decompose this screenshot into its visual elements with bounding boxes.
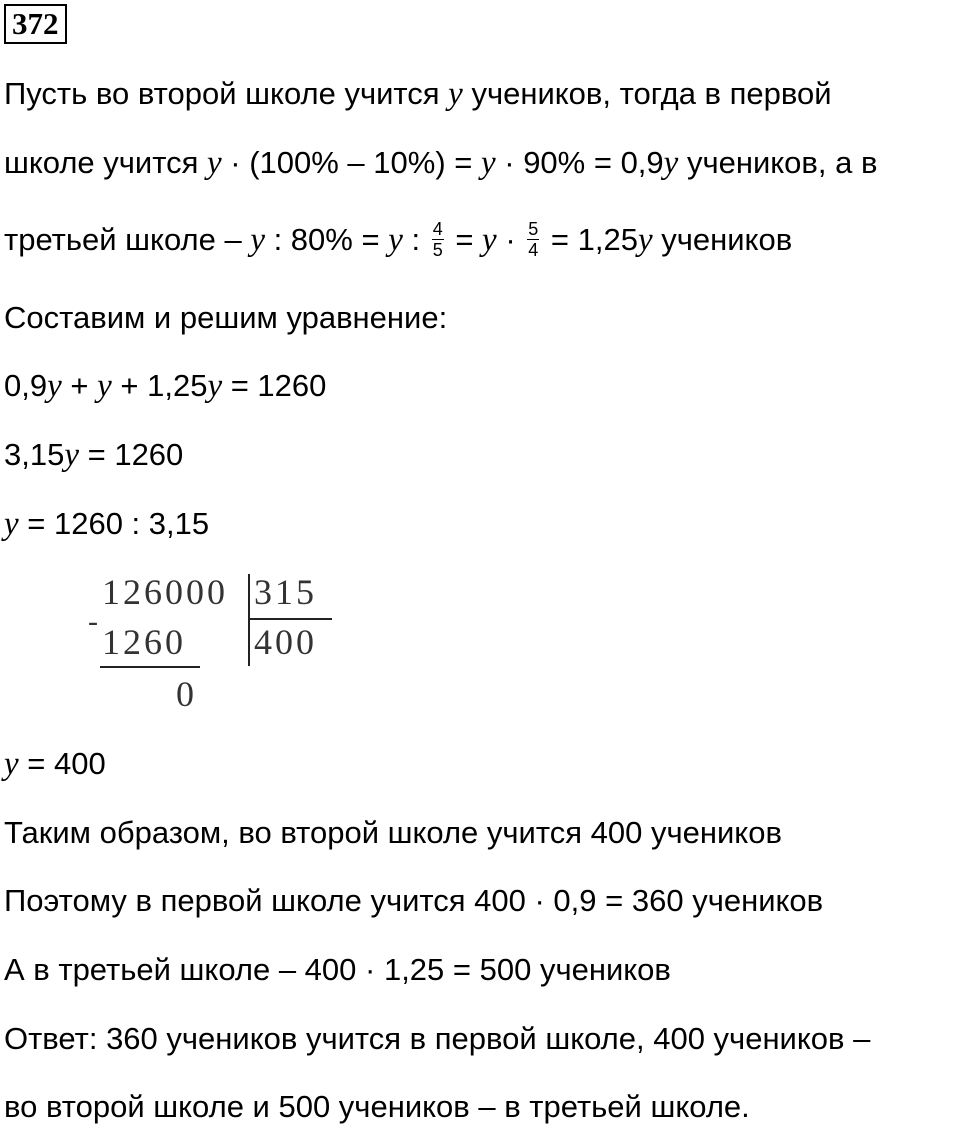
text: = — [446, 222, 483, 257]
quotient: 400 — [254, 622, 317, 662]
variable-y: y — [482, 222, 497, 258]
result-line-4: А в третьей школе – 400 · 1,25 = 500 учеников — [4, 952, 671, 987]
variable-y: y — [4, 506, 19, 542]
variable-y: y — [250, 222, 265, 258]
result-line-1 — [4, 744, 106, 784]
problem-number: 372 — [4, 4, 67, 44]
text: Пусть во второй школе учится — [4, 76, 449, 111]
text: = 1260 — [222, 368, 327, 403]
text: : 80% = — [264, 222, 389, 257]
text: · 90% = 0,9 — [495, 145, 664, 180]
variable-y: y — [207, 145, 222, 181]
text: · (100% – 10%) = — [221, 145, 481, 180]
division-vertical-line — [248, 574, 250, 666]
text: : — [402, 222, 429, 257]
variable-y: y — [64, 437, 79, 473]
variable-y: y — [448, 76, 463, 112]
variable-y: y — [97, 368, 112, 404]
equation-line-3 — [4, 504, 209, 544]
text: школе учится — [4, 145, 207, 180]
division-divisor-line — [248, 618, 332, 620]
text: = 400 — [18, 746, 106, 781]
text: + — [61, 368, 98, 403]
intro-line-2 — [4, 143, 877, 183]
fraction-numerator: 4 — [432, 219, 443, 240]
answer-line-2: во второй школе и 500 учеников – в третьей школе. — [4, 1089, 750, 1124]
equation-line-1 — [4, 366, 326, 406]
variable-y: y — [663, 145, 679, 181]
dividend: 126000 — [102, 572, 228, 612]
intro-line-1 — [4, 74, 832, 114]
text: = 1260 : 3,15 — [18, 506, 210, 541]
division-subtraction-line — [100, 666, 200, 668]
fraction-5-4 — [527, 219, 539, 260]
text: 3,15 — [4, 437, 65, 472]
minus-sign: - — [88, 605, 101, 638]
text: + 1,25 — [111, 368, 208, 403]
variable-y: y — [207, 368, 223, 404]
result-line-2: Таким образом, во второй школе учится 400 учеников — [4, 815, 782, 850]
text: третьей школе – — [4, 222, 251, 257]
answer-line-1: Ответ: 360 учеников учится в первой школе, 400 учеников – — [4, 1021, 871, 1056]
text: учеников — [652, 222, 793, 257]
text: = 1260 — [79, 437, 184, 472]
variable-y: y — [480, 145, 496, 181]
text: учеников, тогда в первой — [462, 76, 832, 111]
fraction-denominator: 4 — [528, 240, 539, 261]
text: · — [496, 222, 525, 257]
intro-line-3 — [4, 220, 792, 262]
text: = 1,25 — [542, 222, 638, 257]
equation-heading: Составим и решим уравнение: — [4, 300, 448, 335]
remainder: 0 — [176, 674, 197, 714]
fraction-numerator: 5 — [528, 219, 539, 240]
subtrahend: 1260 — [102, 622, 186, 662]
text: учеников, а в — [678, 145, 878, 180]
text: 0,9 — [4, 368, 48, 403]
divisor: 315 — [254, 572, 317, 612]
variable-y: y — [637, 222, 653, 258]
variable-y: y — [4, 746, 19, 782]
result-line-3: Поэтому в первой школе учится 400 · 0,9 = 360 учеников — [4, 883, 824, 918]
fraction-denominator: 5 — [432, 240, 443, 261]
equation-line-2 — [4, 435, 183, 475]
variable-y: y — [388, 222, 403, 258]
long-division — [88, 572, 348, 722]
fraction-4-5 — [432, 219, 444, 260]
variable-y: y — [47, 368, 62, 404]
